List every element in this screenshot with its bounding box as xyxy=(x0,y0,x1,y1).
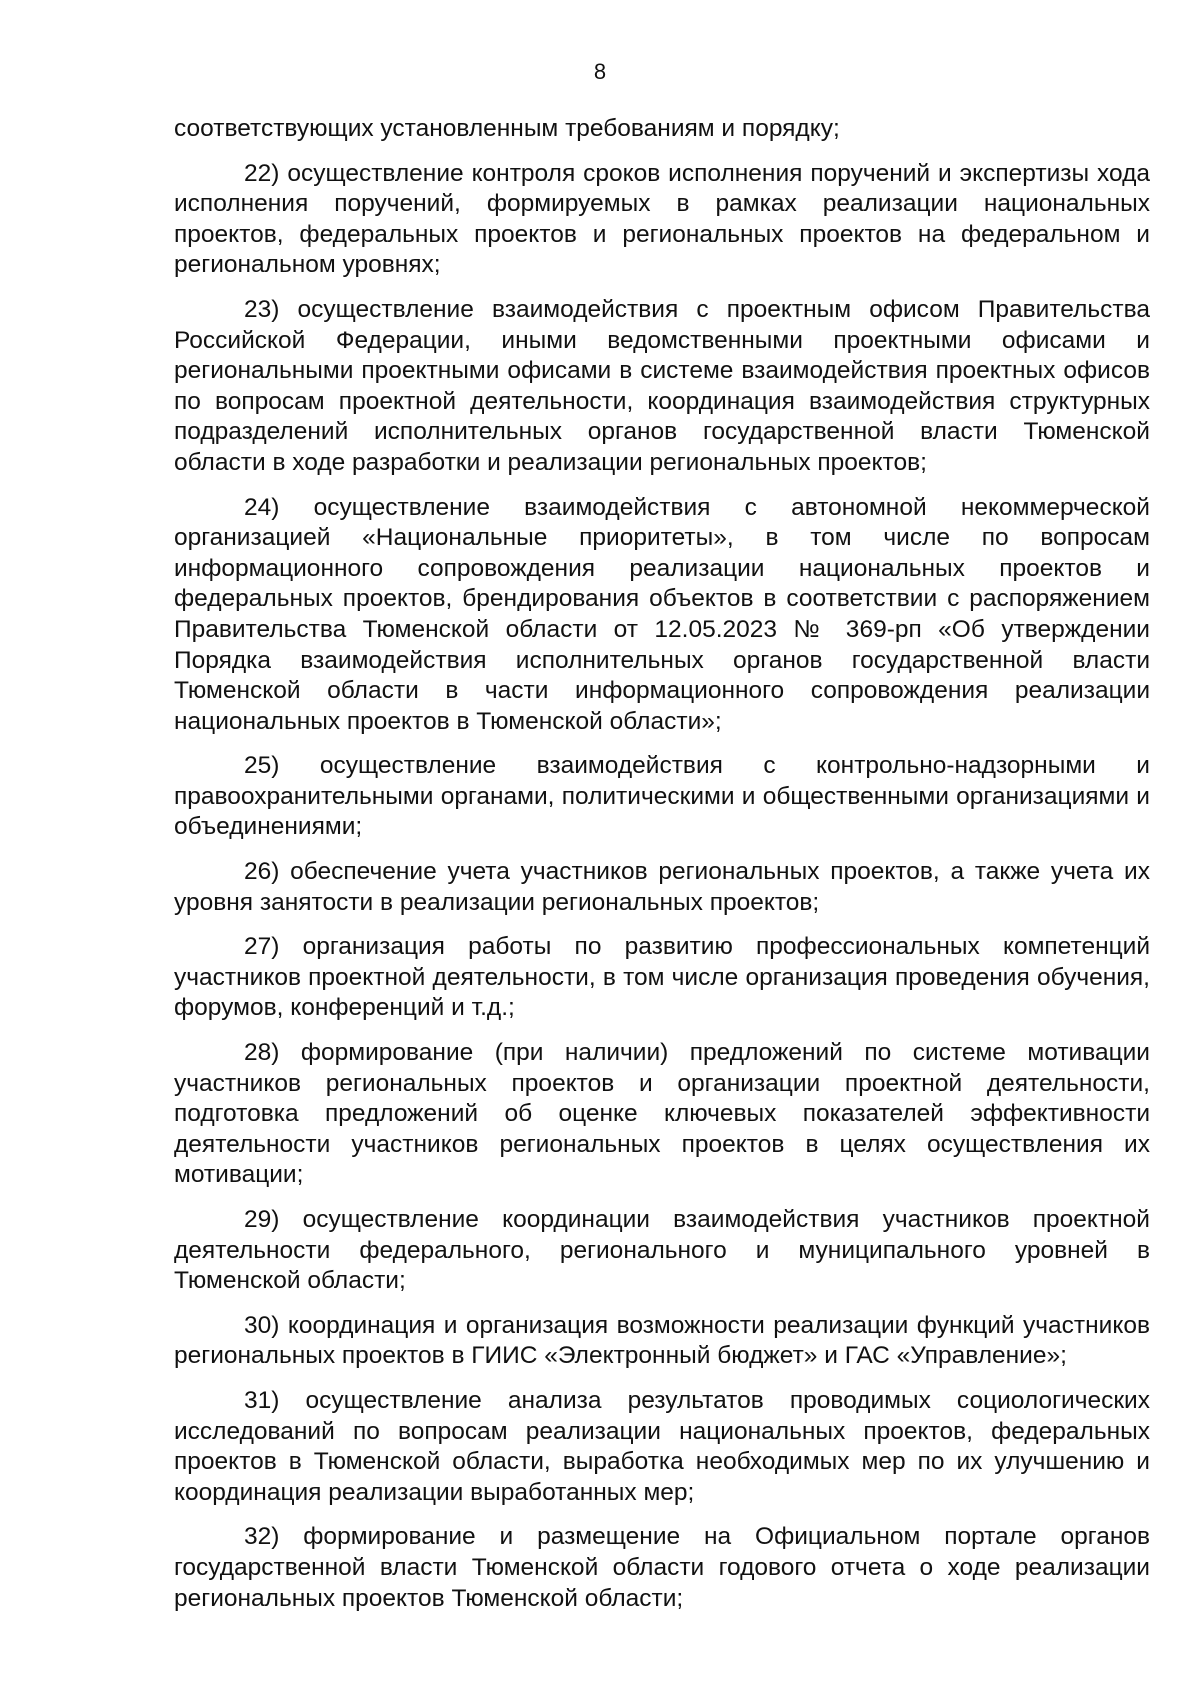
paragraph-continuation: соответствующих установленным требованиям и порядку; xyxy=(174,115,840,142)
list-item-22: 22) осуществление контроля сроков исполнения поручений и экспертизы хода исполнения поручений, формируемых в рамках реализации национальных проектов, федеральных проектов и региональных проектов на федеральном и региональном уровнях; xyxy=(174,159,1150,279)
list-item-32: 32) формирование и размещение на Официальном портале органов государственной власти Тюменской области годового отчета о ходе реализации региональных проектов Тюменской области; xyxy=(174,1523,1150,1612)
list-item-29: 29) осуществление координации взаимодействия участников проектной деятельности федерального, регионального и муниципального уровней в Тюменской области; xyxy=(174,1206,1150,1295)
document-body xyxy=(174,114,1150,1628)
list-item-23: 23) осуществление взаимодействия с проектным офисом Правительства Российской Федерации, иными ведомственными проектными офисами и региональными проектными офисами в системе взаимодействия проектных офисов по вопросам проектной деятельности, координация взаимодействия структурных подразделений исполнительных органов государственной власти Тюменской области в ходе разработки и реализации региональных проектов; xyxy=(174,295,1150,476)
list-item-25: 25) осуществление взаимодействия с контрольно-надзорными и правоохранительными органами, политическими и общественными организациями и объединениями; xyxy=(174,752,1150,841)
list-item-26: 26) обеспечение учета участников региональных проектов, а также учета их уровня занятости в реализации региональных проектов; xyxy=(174,858,1150,916)
list-item-30: 30) координация и организация возможности реализации функций участников региональных проектов в ГИИС «Электронный бюджет» и ГАС «Управление»; xyxy=(174,1311,1150,1370)
page-number: 8 xyxy=(593,59,607,84)
list-item-31: 31) осуществление анализа результатов проводимых социологических исследований по вопросам реализации национальных проектов, федеральных проектов в Тюменской области, выработка необходимых мер по их улучшению и координация реализации выработанных мер; xyxy=(174,1386,1150,1506)
list-item-28: 28) формирование (при наличии) предложений по системе мотивации участников региональных проектов и организации проектной деятельности, подготовка предложений об оценке ключевых показателей эффективности деятельности участников региональных проектов в целях осуществления их мотивации; xyxy=(174,1039,1150,1189)
list-item-24: 24) осуществление взаимодействия с автономной некоммерческой организацией «Национальные приоритеты», в том числе по вопросам информационного сопровождения реализации национальных проектов и федеральных проектов, брендирования объектов в соответствии с распоряжением Правительства Тюменской области от 12.05.2023 № 369-рп «Об утверждении Порядка взаимодействия исполнительных органов государственной власти Тюменской области в части информационного сопровождения реализации национальных проектов в Тюменской области»; xyxy=(174,493,1150,735)
list-item-27: 27) организация работы по развитию профессиональных компетенций участников проектной деятельности, в том числе организация проведения обучения, форумов, конференций и т.д.; xyxy=(174,933,1150,1022)
